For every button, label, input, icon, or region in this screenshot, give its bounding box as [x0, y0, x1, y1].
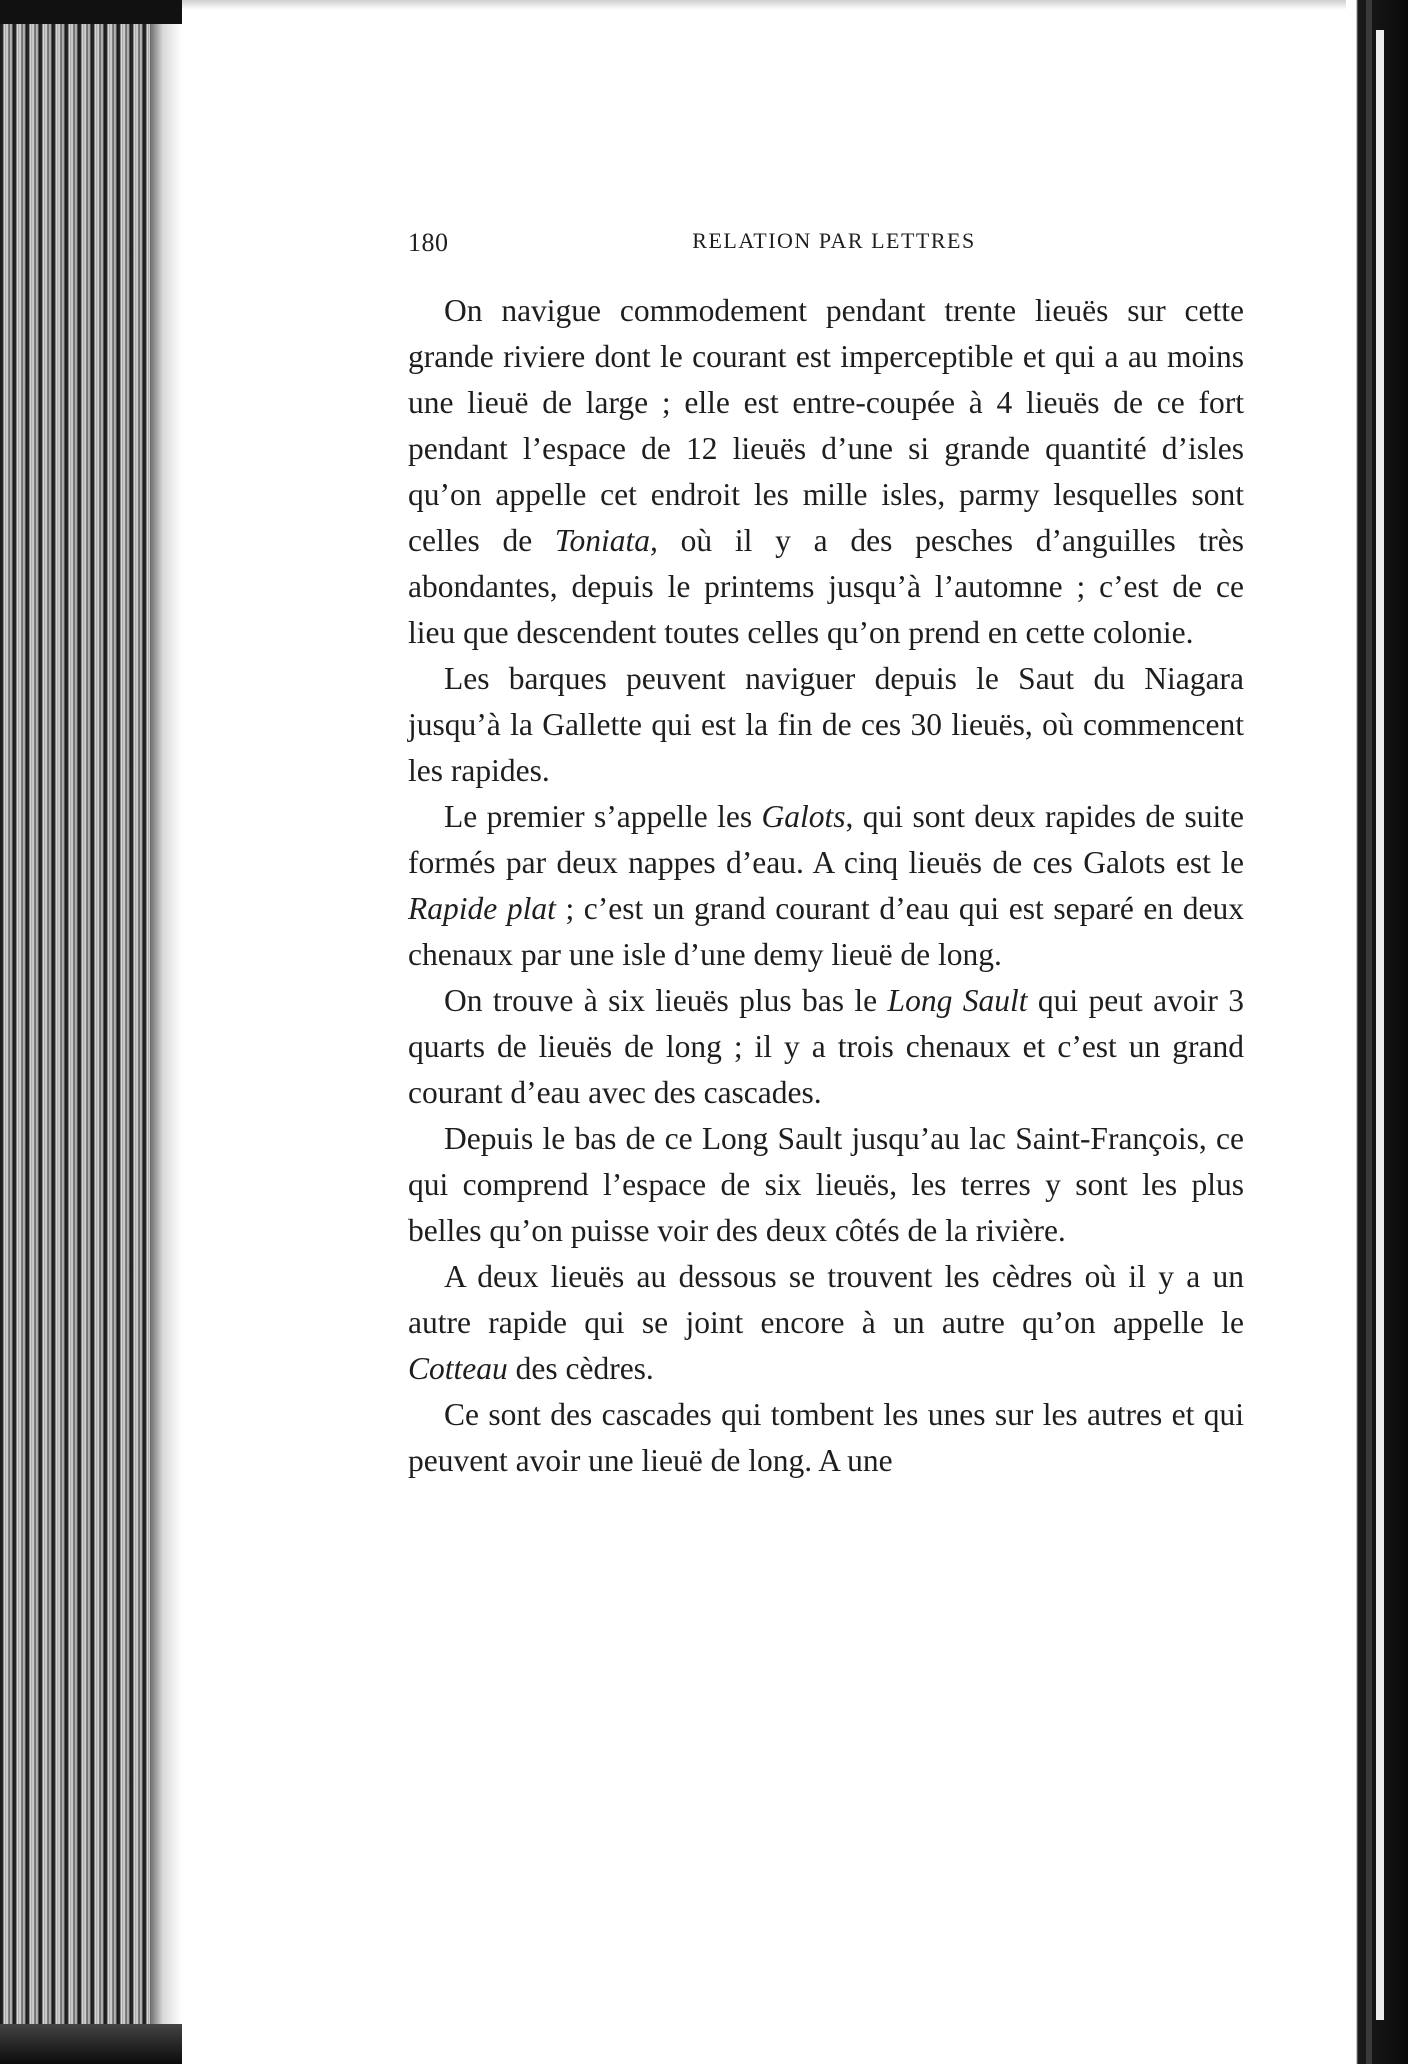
text-run: où il y a des pesches d’anguilles très abondantes, depuis le printems jusqu’à l’automne ; c’est de ce lieu que descendent toutes celles qu’on prend en cette colonie. — [408, 523, 1244, 650]
italic-place-name: Cotteau — [408, 1351, 508, 1386]
italic-place-name: Rapide plat — [408, 891, 556, 926]
facing-page-edge — [1346, 0, 1408, 2064]
paragraph — [408, 1392, 1244, 1484]
text-run: A deux lieuës au dessous se trouvent les cèdres où il y a un autre rapide qui se joint encore à un autre qu’on appelle le — [408, 1259, 1244, 1340]
paragraph — [408, 1254, 1244, 1392]
text-run: On trouve à six lieuës plus bas le — [444, 983, 888, 1018]
paragraph — [408, 794, 1244, 978]
text-run: Depuis le bas de ce Long Sault jusqu’au lac Saint-François, ce qui comprend l’espace de six lieuës, les terres y sont les plus belles qu’on puisse voir des deux côtés de la rivière. — [408, 1121, 1244, 1248]
page-number: 180 — [408, 228, 449, 257]
body-text — [408, 288, 1244, 1484]
paragraph — [408, 288, 1244, 656]
page-header — [408, 228, 1244, 264]
text-run: des cèdres. — [507, 1351, 654, 1386]
text-run: Les barques peuvent naviguer depuis le Saut du Niagara jusqu’à la Gallette qui est la fin de ces 30 lieuës, où commencent les rapides. — [408, 661, 1244, 788]
page-top-shadow — [182, 0, 1346, 10]
text-run: On navigue commodement pendant trente lieuës sur cette grande riviere dont le courant est imperceptible et qui a au moins une lieuë de large ; elle est entre-coupée à 4 lieuës de ce fort pendant l’espace de 12 lieuës d’une si grande quantité d’isles qu’on appelle cet endroit les mille isles, parmy lesquelles sont celles de — [408, 293, 1244, 558]
italic-place-name: Toniata, — [554, 523, 658, 558]
book-binding-bottom — [0, 2024, 182, 2064]
text-run: , qui sont deux rapides de suite formés par deux nappes d’eau. A cinq lieuës de ces Galots est le — [408, 799, 1244, 880]
italic-place-name: Galots — [761, 799, 846, 834]
running-title: RELATION PAR LETTRES — [692, 228, 976, 253]
paragraph — [408, 1116, 1244, 1254]
text-run: ; c’est un grand courant d’eau qui est separé en deux chenaux par une isle d’une demy lieuë de long. — [408, 891, 1244, 972]
text-run: Ce sont des cascades qui tombent les unes sur les autres et qui peuvent avoir une lieuë de long. A une — [408, 1397, 1244, 1478]
book-page-edges — [0, 0, 182, 2064]
text-run: Le premier s’appelle les — [444, 799, 762, 834]
paragraph — [408, 656, 1244, 794]
text-run: qui peut avoir 3 quarts de lieuës de long ; il y a trois chenaux et c’est un grand courant d’eau avec des cascades. — [408, 983, 1244, 1110]
paragraph — [408, 978, 1244, 1116]
book-binding-top — [0, 0, 182, 24]
italic-place-name: Long Sault — [887, 983, 1028, 1018]
